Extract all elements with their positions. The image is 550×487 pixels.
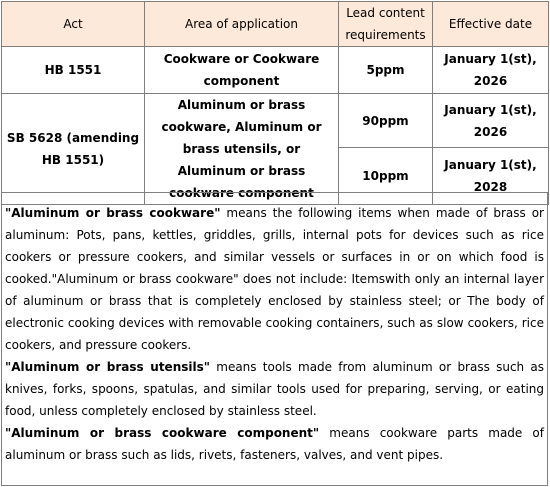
lead-requirements-table bbox=[1, 1, 549, 205]
lead-cell: 10ppm bbox=[339, 148, 433, 205]
date-cell: January 1(st), 2026 bbox=[433, 47, 549, 94]
area-cell: Cookware or Cookware component bbox=[145, 47, 339, 94]
definition-paragraph bbox=[5, 422, 544, 466]
definition-term: "Aluminum or brass cookware" bbox=[5, 206, 221, 220]
header-act: Act bbox=[2, 2, 145, 47]
table-row bbox=[2, 47, 549, 94]
definition-term: "Aluminum or brass utensils" bbox=[5, 360, 211, 374]
table-header-row bbox=[2, 2, 549, 47]
act-cell: HB 1551 bbox=[2, 47, 145, 94]
header-date: Effective date bbox=[433, 2, 549, 47]
date-cell: January 1(st), 2028 bbox=[433, 148, 549, 205]
definition-text: means the following items when made of brass or aluminum: Pots, pans, kettles, griddles, grills, internal pots for devices such as rice cookers or pressure cookers, and similar vessels or surfaces in or on which food is cooked."Aluminum or brass cookware" does not include: Itemswith only an internal layer of aluminum or brass that is completely enclosed by stainless steel; or The body of electronic cooking devices with removable cooking containers, such as slow cookers, rice cookers, and pressure cookers. bbox=[5, 206, 544, 352]
table-row bbox=[2, 94, 549, 148]
definition-term: "Aluminum or brass cookware component" bbox=[5, 426, 320, 440]
lead-cell: 90ppm bbox=[339, 94, 433, 148]
date-cell: January 1(st), 2026 bbox=[433, 94, 549, 148]
header-lead: Lead content requirements bbox=[339, 2, 433, 47]
definition-paragraph bbox=[5, 202, 544, 356]
definition-paragraph bbox=[5, 356, 544, 422]
definitions-block bbox=[1, 192, 548, 486]
header-area: Area of application bbox=[145, 2, 339, 47]
area-cell: Aluminum or brass cookware, Aluminum or brass utensils, or Aluminum or brass cookware component bbox=[145, 94, 339, 205]
act-cell: SB 5628 (amending HB 1551) bbox=[2, 94, 145, 205]
definition-text: means tools made from aluminum or brass such as knives, forks, spoons, spatulas, and similar tools used for preparing, serving, or eating food, unless completely enclosed by stainless steel. bbox=[5, 360, 545, 418]
lead-cell: 5ppm bbox=[339, 47, 433, 94]
definition-text: means cookware parts made of aluminum or brass such as lids, rivets, fasteners, valves, and vent pipes. bbox=[5, 426, 544, 462]
